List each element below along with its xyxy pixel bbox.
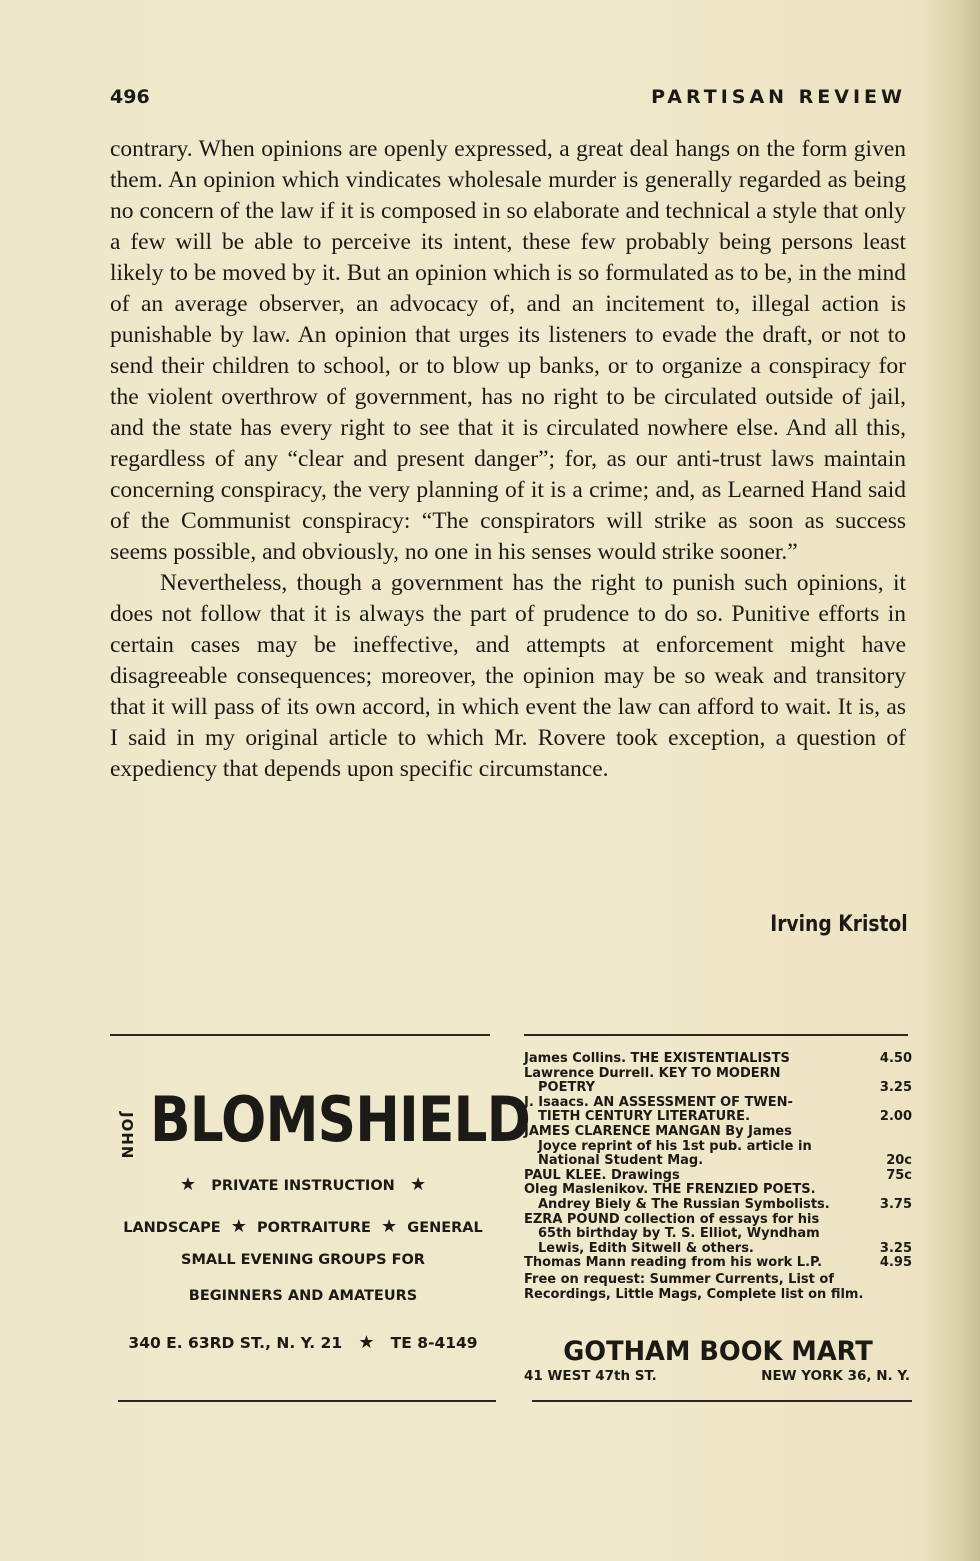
studio-phone: TE 8-4149 — [390, 1334, 478, 1352]
paragraph-1: contrary. When opinions are openly expressed, a great deal hangs on the form given them. An opinion which vindicates wholesale murder is generally regarded as being no concern of the law if it is composed in so elaborate and technical a style that only a few will be able to perceive its intent, these few probably being persons least likely to be moved by it. But an opinion which is so formulated as to be, in the mind of an average observer, an advocacy of, and an incitement to, illegal action is punishable by law. An opinion that urges its listeners to evade the draft, or not to send their children to school, or to blow up banks, or to organize a conspiracy for the violent overthrow of government, has no right to be circulated outside of jail, and the state has every right to see that it is circulated nowhere else. And all this, regardless of any “clear and present danger”; for, as our anti-trust laws maintain concerning conspiracy, the very planning of it is a crime; and, as Learned Hand said of the Communist conspiracy: “The conspirators will strike as soon as success seems possible, and obviously, no one in his senses would strike sooner.” — [110, 136, 906, 565]
subjects-line — [110, 1216, 496, 1237]
book-title-continued: Andrey Biely & The Russian Symbolists. — [538, 1196, 830, 1212]
audience-line: BEGINNERS AND AMATEURS — [188, 1288, 418, 1304]
star-icon: ★ — [230, 1216, 247, 1237]
book-entry — [524, 1067, 912, 1096]
bookstore-name: GOTHAM BOOK MART — [563, 1336, 873, 1367]
book-title: EZRA POUND collection of essays for his — [524, 1211, 820, 1227]
book-title-continued: Joyce reprint of his 1st pub. article in National Student Mag. — [538, 1138, 812, 1169]
brand-last-name: BLOMSHIELD — [150, 1083, 531, 1156]
book-title-continued: POETRY — [538, 1080, 596, 1096]
star-icon: ★ — [358, 1332, 375, 1353]
star-icon: ★ — [381, 1216, 398, 1237]
subject-general: GENERAL — [407, 1220, 483, 1236]
book-price: 3.75 — [879, 1196, 912, 1212]
brand-first-name: JOHN — [118, 1112, 136, 1160]
book-entry — [524, 1183, 912, 1212]
bookstore-street: 41 WEST 47th ST. — [524, 1368, 657, 1384]
book-title: Oleg Maslenikov. THE FRENZIED POETS. — [524, 1182, 816, 1198]
book-price: 4.50 — [879, 1051, 912, 1066]
book-price: 75c — [886, 1167, 912, 1183]
paragraph-2: Nevertheless, though a government has the right to punish such opinions, it does not follow that it is always the part of prudence to do so. Punitive efforts in certain cases may be ineffective, and attempts at enforcement might have disagreeable consequences; moreover, the opinion may be so weak and transitory that it will pass of its own accord, in which event the law can afford to wait. It is, as I said in my original article to which Mr. Rovere took exception, a question of expediency that depends upon specific circumstance. — [110, 570, 906, 782]
art-instruction-ad — [110, 1040, 531, 1400]
book-entry — [524, 1256, 912, 1271]
book-title-continued: 65th birthday by T. S. Elliot, Wyndham Lewis, Edith Sitwell & others. — [538, 1226, 820, 1256]
book-price: 2.00 — [879, 1109, 912, 1125]
left-ad-bottom-rule — [118, 1400, 496, 1402]
book-entry — [524, 1052, 912, 1067]
star-icon: ★ — [179, 1174, 197, 1195]
bookstore-list — [524, 1052, 912, 1302]
book-entry — [524, 1213, 912, 1257]
right-ad-top-rule — [524, 1034, 908, 1036]
running-header — [110, 82, 906, 112]
book-entry — [524, 1169, 912, 1184]
page-number: 496 — [110, 86, 150, 108]
private-instruction-text: PRIVATE INSTRUCTION — [211, 1178, 395, 1194]
book-title: PAUL KLEE. Drawings — [524, 1167, 680, 1183]
subject-portraiture: PORTRAITURE — [257, 1220, 371, 1236]
private-instruction-line — [110, 1174, 496, 1195]
left-ad-top-rule — [110, 1034, 490, 1036]
book-title: James Collins. THE EXISTENTIALISTS — [524, 1051, 790, 1066]
right-ad-bottom-rule — [532, 1400, 912, 1402]
book-title: Lawrence Durrell. KEY TO MODERN — [524, 1065, 781, 1081]
contact-line — [110, 1332, 496, 1353]
journal-title: PARTISAN REVIEW — [651, 86, 906, 108]
star-icon: ★ — [409, 1174, 427, 1195]
free-on-request-note: Free on request: Summer Currents, List of Recordings, Little Mags, Complete list on film. — [524, 1271, 864, 1302]
author-signature: Irving Kristol — [770, 912, 908, 937]
groups-line: SMALL EVENING GROUPS FOR — [181, 1252, 425, 1268]
book-price: 4.95 — [879, 1255, 912, 1271]
brand-name — [110, 1080, 531, 1160]
book-entry — [524, 1125, 912, 1169]
book-price: 3.25 — [879, 1240, 912, 1256]
book-title: Thomas Mann reading from his work L.P. — [524, 1255, 823, 1271]
book-entry — [524, 1096, 912, 1125]
book-title-continued: TIETH CENTURY LITERATURE. — [538, 1109, 751, 1125]
bookstore-city: NEW YORK 36, N. Y. — [761, 1368, 910, 1384]
book-price: 3.25 — [879, 1080, 912, 1096]
subject-landscape: LANDSCAPE — [123, 1220, 221, 1236]
book-title: J. Isaacs. AN ASSESSMENT OF TWEN- — [524, 1094, 793, 1110]
book-title: JAMES CLARENCE MANGAN By James — [524, 1123, 792, 1139]
book-price: 20c — [886, 1153, 912, 1169]
studio-address: 340 E. 63RD ST., N. Y. 21 — [128, 1334, 343, 1352]
article-body — [110, 134, 906, 785]
